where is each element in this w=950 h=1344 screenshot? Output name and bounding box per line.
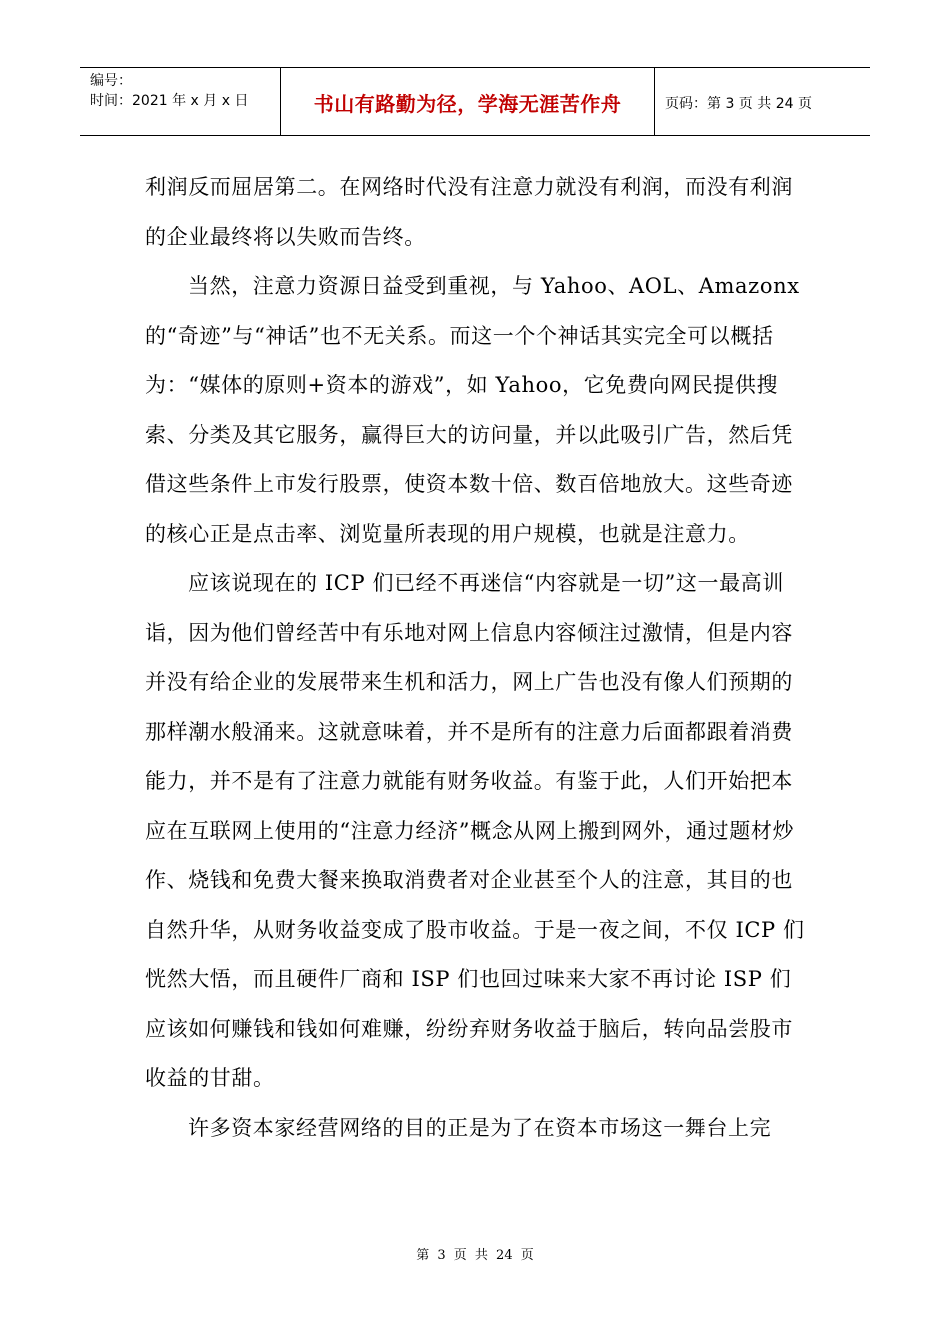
document-number-label: 编号： [90,73,132,89]
document-date-label: 时间：2021 年 x 月 x 日 [90,93,249,109]
document-body [145,163,807,1153]
paragraph: 许多资本家经营网络的目的正是为了在资本市场这一舞台上完 [188,1115,772,1140]
paragraph: 应该说现在的 ICP 们已经不再迷信“内容就是一切”这一最高训诣，因为他们曾经苦中有乐地对网上信息内容倾注过激情，但是内容并没有给企业的发展带来生机和活力，网上广告也没有像人们预期的那样潮水般涌来。这就意味着，并不是所有的注意力后面都跟着消费能力，并不是有了注意力就能有财务收益。有鉴于此，人们开始把本应在互联网上使用的“注意力经济”概念从网上搬到网外，通过题材炒作、烧钱和免费大餐来换取消费者对企业甚至个人的注意，其目的也自然升华，从财务收益变成了股市收益。于是一夜之间，不仅 ICP 们恍然大悟，而且硬件厂商和 ISP 们也回过味来大家不再讨论 ISP 们应该如何赚钱和钱如何难赚，纷纷弃财务收益于脑后，转向品尝股市收益的甘甜。 [145,571,805,1090]
page-footer: 第 3 页 共 24 页 [416,1248,534,1263]
paragraph: 当然，注意力资源日益受到重视，与 Yahoo、AOL、Amazonx 的“奇迹”与“神话”也不无关系。而这一个个神话其实完全可以概括为：“媒体的原则+资本的游戏”，如 Yahoo，它免费向网民提供搜索、分类及其它服务，赢得巨大的访问量，并以此吸引广告，然后凭借这些条件上市发行股票，使资本数十倍、数百倍地放大。这些奇迹的核心正是点击率、浏览量所表现的用户规模，也就是注意力。 [145,274,800,546]
header-motto: 书山有路勤为径，学海无涯苦作舟 [281,68,655,135]
paragraph-continuation: 利润反而屈居第二。在网络时代没有注意力就没有利润，而没有利润的企业最终将以失败而告终。 [145,175,793,249]
header-page-label: 页码：第 3 页 共 24 页 [665,95,812,112]
page-header [80,67,870,136]
header-meta [80,68,281,135]
